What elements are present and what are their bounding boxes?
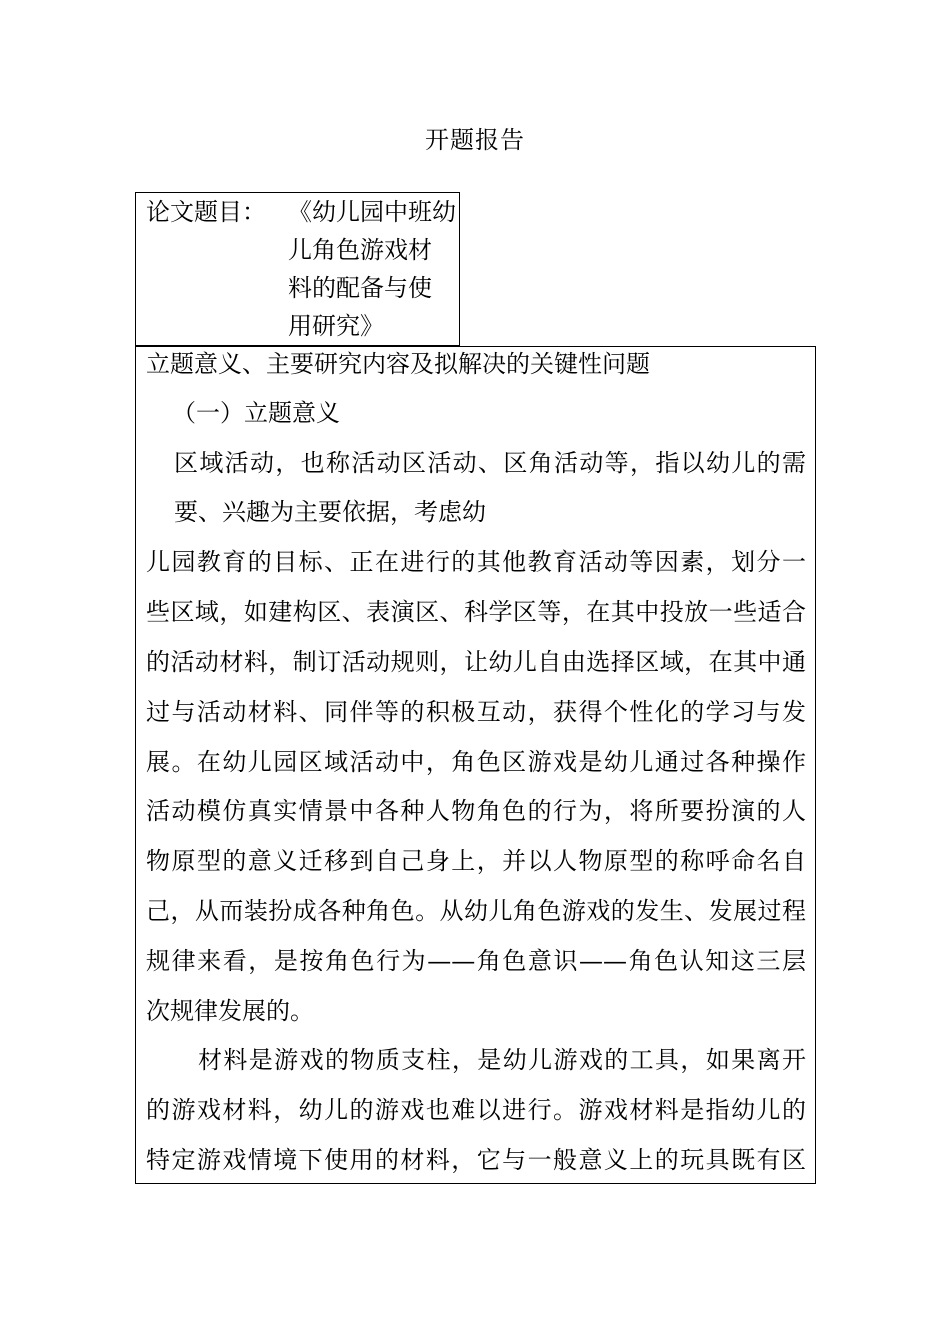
- thesis-title-line: 《幼儿园中班幼: [288, 198, 456, 226]
- thesis-title-value: [288, 193, 456, 345]
- thesis-title-label: 论文题目：: [146, 198, 266, 226]
- paragraph-line: 己，从而装扮成各种角色。从幼儿角色游戏的发生、发展过程: [146, 897, 806, 925]
- paragraph-line: 过与活动材料、同伴等的积极互动，获得个性化的学习与发: [146, 698, 806, 726]
- research-content-cell: [135, 346, 816, 1184]
- thesis-title-cell: [135, 192, 460, 346]
- paragraph-line: 儿园教育的目标、正在进行的其他教育活动等因素，划分一: [146, 548, 806, 576]
- paragraph-line: 的活动材料，制订活动规则，让幼儿自由选择区域，在其中通: [146, 648, 806, 676]
- section-subheading: （一）立题意义: [172, 399, 340, 427]
- page-title: 开题报告: [425, 126, 525, 154]
- paragraph-line: 要、兴趣为主要依据，考虑幼: [174, 498, 486, 526]
- paragraph-line: 的游戏材料，幼儿的游戏也难以进行。游戏材料是指幼儿的: [146, 1096, 806, 1124]
- paragraph-line: 材料是游戏的物质支柱，是幼儿游戏的工具，如果离开: [198, 1046, 806, 1074]
- paragraph-line: 规律来看，是按角色行为——角色意识——角色认知这三层: [146, 947, 806, 975]
- paragraph-line: 物原型的意义迁移到自己身上，并以人物原型的称呼命名自: [146, 847, 806, 875]
- thesis-title-line: 料的配备与使: [288, 274, 432, 302]
- paragraph-line: 些区域，如建构区、表演区、科学区等，在其中投放一些适合: [146, 598, 806, 626]
- paragraph-line: 区域活动，也称活动区活动、区角活动等，指以幼儿的需: [174, 449, 806, 477]
- paragraph-line: 特定游戏情境下使用的材料，它与一般意义上的玩具既有区: [146, 1146, 806, 1174]
- thesis-title-line: 儿角色游戏材: [288, 236, 432, 264]
- thesis-title-line: 用研究》: [288, 312, 384, 340]
- paragraph-line: 次规律发展的。: [146, 997, 314, 1025]
- section-heading: 立题意义、主要研究内容及拟解决的关键性问题: [146, 350, 650, 378]
- paragraph-line: 活动模仿真实情景中各种人物角色的行为，将所要扮演的人: [146, 797, 806, 825]
- paragraph-line: 展。在幼儿园区域活动中，角色区游戏是幼儿通过各种操作: [146, 748, 806, 776]
